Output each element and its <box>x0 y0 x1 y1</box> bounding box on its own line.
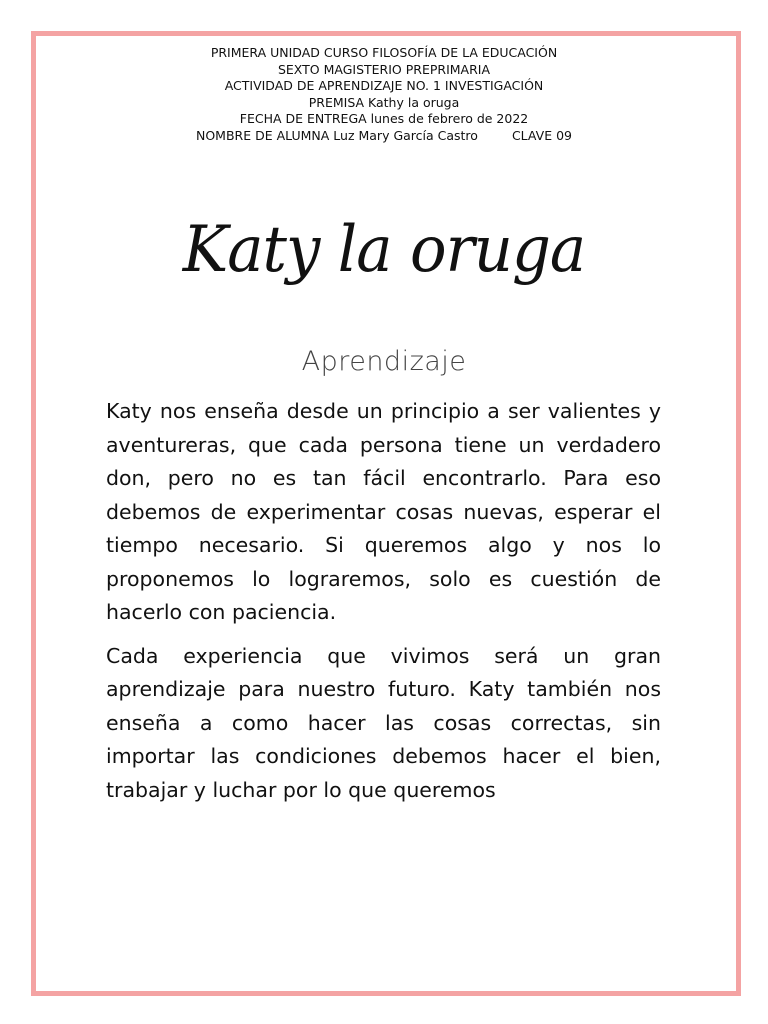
document-title: Katy la oruga <box>182 213 586 287</box>
header-due-date: FECHA DE ENTREGA lunes de febrero de 2022 <box>239 111 529 126</box>
header-premise: PREMISA Kathy la oruga <box>308 94 460 110</box>
paragraph: Katy nos enseña desde un principio a ser valientes y aventureras, que cada persona tiene un verdadero don, pero no es tan fácil encontrarlo. Para eso debemos de experimentar cosas nuevas, esperar el tiempo necesario. Si queremos algo y nos lo proponemos lo lograremos, solo es cuestión de hacerlo con paciencia. <box>106 399 661 624</box>
body-text <box>106 395 661 817</box>
section-subtitle: Aprendizaje <box>301 346 467 377</box>
header-activity: ACTIVIDAD DE APRENDIZAJE NO. 1 INVESTIGACIÓN <box>224 78 544 93</box>
document-header <box>0 45 768 144</box>
paragraph: Cada experiencia que vivimos será un gran aprendizaje para nuestro futuro. Katy también nos enseña a como hacer las cosas correctas, sin importar las condiciones debemos hacer el bien, trabajar y luchar por lo que queremos <box>106 643 661 802</box>
header-grade: SEXTO MAGISTERIO PREPRIMARIA <box>277 61 491 77</box>
header-course: PRIMERA UNIDAD CURSO FILOSOFÍA DE LA EDUCACIÓN <box>210 45 558 60</box>
header-student-row <box>0 128 768 145</box>
header-clave: CLAVE 09 <box>511 127 573 143</box>
header-student-name: NOMBRE DE ALUMNA Luz Mary García Castro <box>195 127 478 143</box>
